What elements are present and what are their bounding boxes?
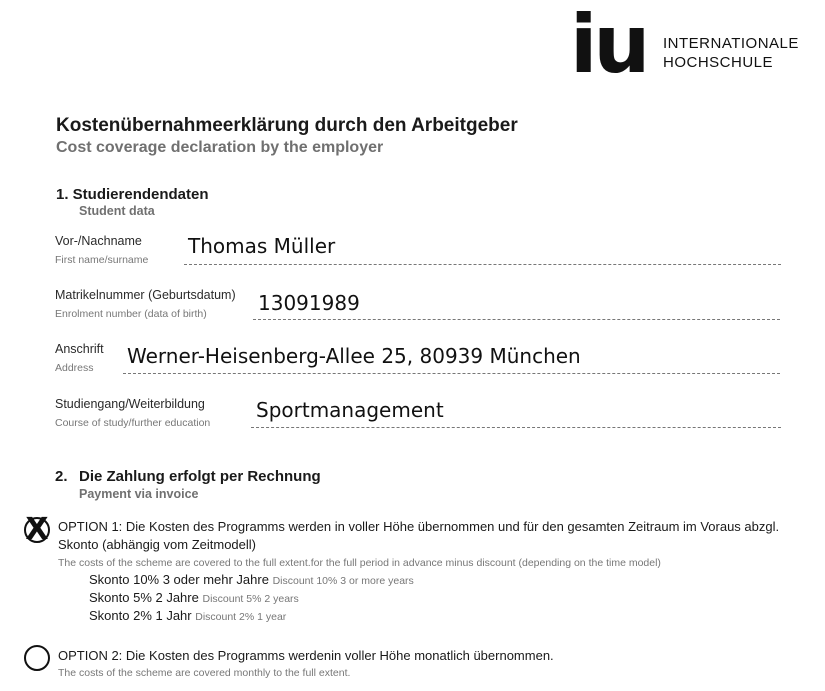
option-2-radio[interactable] [24,645,50,671]
course-value[interactable]: Sportmanagement [256,398,444,422]
section-2-subtitle: Payment via invoice [79,487,199,501]
course-label: Studiengang/Weiterbildung [55,397,205,411]
enrolment-field-line [253,319,780,320]
discount-de: Skonto 10% 3 oder mehr Jahre [89,572,269,587]
logo-wordmark [663,34,799,72]
address-label-en: Address [55,362,94,374]
address-value[interactable]: Werner-Heisenberg-Allee 25, 80939 München [127,344,581,368]
option-2-text-en: The costs of the scheme are covered monthly to the full extent. [58,667,351,679]
address-label: Anschrift [55,342,104,356]
logo-line-2: HOCHSCHULE [663,54,774,71]
enrolment-value[interactable]: 13091989 [258,291,360,315]
address-field-line [123,373,780,374]
discount-en: Discount 5% 2 years [202,593,299,605]
enrolment-label: Matrikelnummer (Geburtsdatum) [55,288,236,302]
option-1-x-mark: X [25,512,49,547]
course-label-en: Course of study/further education [55,417,211,429]
name-value[interactable]: Thomas Müller [188,234,336,258]
name-field-line [184,264,781,265]
document-title: Kostenübernahmeerklärung durch den Arbeitgeber [56,115,518,136]
discount-de: Skonto 5% 2 Jahre [89,590,199,605]
option-1-text-line-1: OPTION 1: Die Kosten des Programms werden in voller Höhe übernommen und für den gesamten Zeitraum im Voraus abzgl. [58,519,780,534]
discount-item [89,608,286,623]
name-label-en: First name/surname [55,254,149,266]
section-2-number: 2. [55,468,68,485]
section-1-title: 1. Studierendendaten [56,186,209,203]
option-2-text: OPTION 2: Die Kosten des Programms werdenin voller Höhe monatlich übernommen. [58,648,554,663]
discount-item [89,572,414,587]
discount-de: Skonto 2% 1 Jahr [89,608,192,623]
logo-line-1: INTERNATIONALE [663,35,799,52]
name-label: Vor-/Nachname [55,234,142,248]
iu-logo-mark: iu [570,0,647,91]
section-2-title: Die Zahlung erfolgt per Rechnung [79,468,321,485]
course-field-line [251,427,781,428]
section-1-subtitle: Student data [79,204,155,218]
discount-en: Discount 2% 1 year [195,611,287,623]
discount-item [89,590,299,605]
discount-en: Discount 10% 3 or more years [272,575,414,587]
option-1-text-en: The costs of the scheme are covered to the full extent.for the full period in advance minus discount (depending on the time model) [58,557,661,569]
document-subtitle: Cost coverage declaration by the employer [56,139,384,156]
enrolment-label-en: Enrolment number (data of birth) [55,308,207,320]
option-1-text-line-2: Skonto (abhängig vom Zeitmodell) [58,537,256,552]
